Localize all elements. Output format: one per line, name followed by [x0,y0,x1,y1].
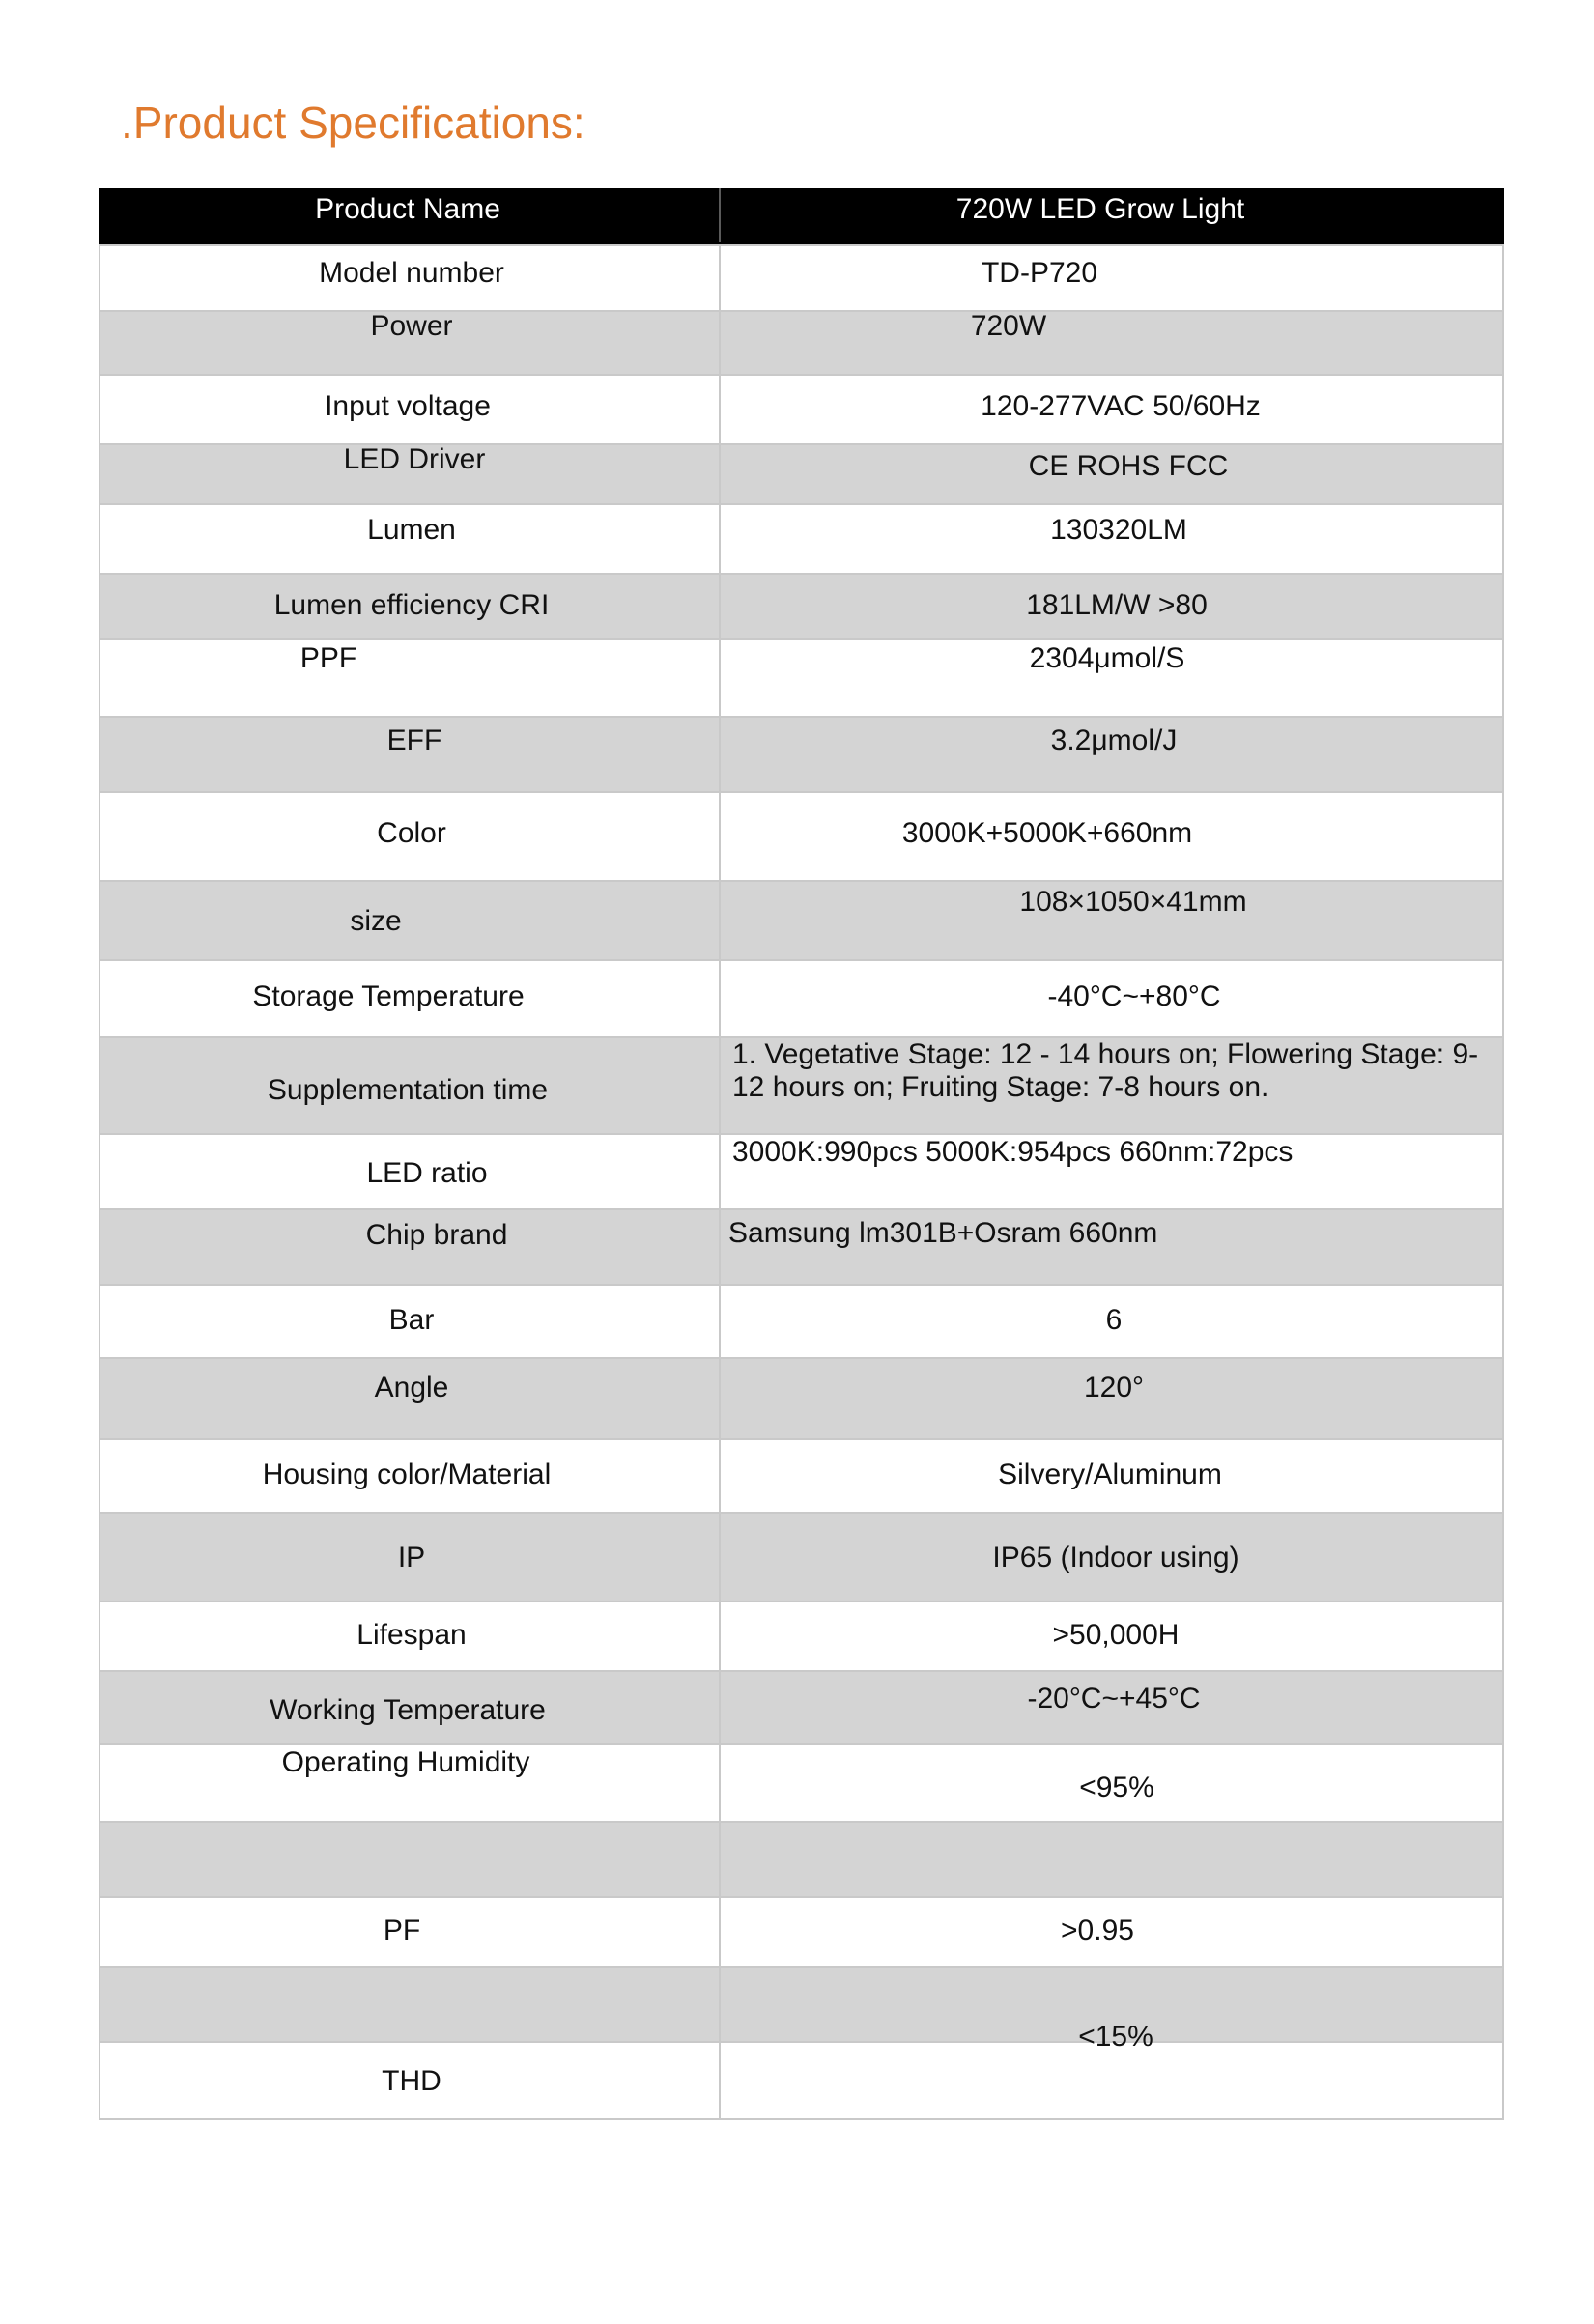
spec-label: Color [377,817,446,849]
table-row [99,1602,1504,1672]
table-header-row [99,188,1504,244]
table-row [99,1038,1504,1135]
column-divider [719,2043,721,2118]
column-divider [719,312,721,374]
spec-value: CE ROHS FCC [1028,450,1229,482]
table-row [99,575,1504,640]
spec-label: Input voltage [325,390,491,422]
table-row [99,1898,1504,1968]
spec-label: Working Temperature [270,1694,546,1726]
table-row [99,1286,1504,1359]
spec-label: Operating Humidity [281,1746,530,1778]
table-row [99,376,1504,445]
column-divider [719,445,721,503]
column-divider [719,961,721,1036]
column-divider [719,640,721,716]
spec-value: -20°C~+45°C [1027,1683,1201,1715]
column-divider [719,1602,721,1670]
column-divider [719,376,721,443]
table-row [99,1672,1504,1745]
spec-label: LED Driver [343,443,486,475]
table-row [99,1514,1504,1602]
table-row [99,718,1504,793]
spec-value: 120° [1083,1372,1145,1403]
spec-value: TD-P720 [981,257,1098,289]
table-row [99,793,1504,882]
column-divider [719,1672,721,1743]
column-divider [719,1823,721,1896]
table-row [99,1745,1504,1823]
spec-label: Lifespan [356,1619,467,1651]
spec-value: <95% [1079,1771,1154,1803]
spec-label: Model number [319,257,504,289]
spec-value: 181LM/W >80 [1026,589,1208,621]
table-row [99,1440,1504,1514]
column-divider [719,575,721,638]
spec-label: Angle [374,1372,449,1403]
column-divider [719,1898,721,1966]
table-row [99,1135,1504,1210]
column-divider [719,1038,721,1133]
spec-label: PF [383,1914,421,1946]
table-row [99,1359,1504,1440]
spec-label: Storage Temperature [252,980,525,1012]
spec-label: Lumen efficiency CRI [273,589,550,621]
table-row [99,640,1504,718]
spec-value: 130320LM [1050,514,1187,546]
table-row [99,1210,1504,1286]
table-row [99,312,1504,376]
table-row [99,1968,1504,2053]
table-row [99,244,1504,312]
column-divider [719,793,721,880]
column-divider [719,1286,721,1357]
column-divider [719,246,721,310]
spec-value: Silvery/Aluminum [998,1459,1222,1490]
spec-value: >50,000H [1052,1619,1180,1651]
column-divider [719,1210,721,1284]
column-divider [719,882,721,959]
column-divider [719,1968,721,2041]
spec-value: 108×1050×41mm [1019,886,1247,918]
page-title: .Product Specifications: [121,98,585,148]
column-divider [719,718,721,791]
spec-label: Housing color/Material [262,1459,552,1490]
spec-label: Supplementation time [267,1074,549,1106]
spec-value: 3.2μmol/J [1050,724,1178,756]
column-divider [719,1745,721,1821]
column-divider [719,188,721,242]
spec-value: 720W [970,310,1047,342]
spec-label: Bar [388,1304,435,1336]
spec-label: Chip brand [365,1219,508,1251]
spec-value: 3000K:990pcs 5000K:954pcs 660nm:72pcs [732,1136,1294,1168]
header-label-cell: Product Name [315,193,500,225]
spec-value: IP65 (Indoor using) [992,1542,1239,1573]
spec-label: PPF [299,642,357,674]
column-divider [719,1359,721,1438]
spec-value: 3000K+5000K+660nm [901,817,1193,849]
table-row [99,505,1504,575]
column-divider [719,1135,721,1208]
column-divider [719,505,721,573]
spec-value: Samsung lm301B+Osram 660nm [728,1217,1158,1249]
header-value-cell: 720W LED Grow Light [955,193,1245,225]
table-row [99,2043,1504,2120]
table-row [99,1823,1504,1898]
table-row [99,882,1504,961]
column-divider [719,1514,721,1601]
spec-value: 6 [1105,1304,1123,1336]
spec-value: 1. Vegetative Stage: 12 - 14 hours on; Flowering Stage: 9-12 hours on; Fruiting Stage: 7-8 hours on. [732,1038,1479,1103]
spec-label: IP [397,1542,426,1573]
spec-label: THD [382,2065,441,2097]
table-row [99,445,1504,505]
spec-value: 120-277VAC 50/60Hz [981,390,1261,422]
column-divider [719,1440,721,1512]
spec-value: <15% [1078,2021,1153,2053]
spec-label: EFF [386,724,442,756]
spec-label: LED ratio [366,1157,488,1189]
spec-value: 2304μmol/S [1029,642,1185,674]
spec-label: Power [370,310,453,342]
spec-value: -40°C~+80°C [1047,980,1221,1012]
table-row [99,961,1504,1038]
spec-value: >0.95 [1061,1914,1134,1946]
spec-label: Lumen [367,514,456,546]
spec-label: size [350,905,402,937]
